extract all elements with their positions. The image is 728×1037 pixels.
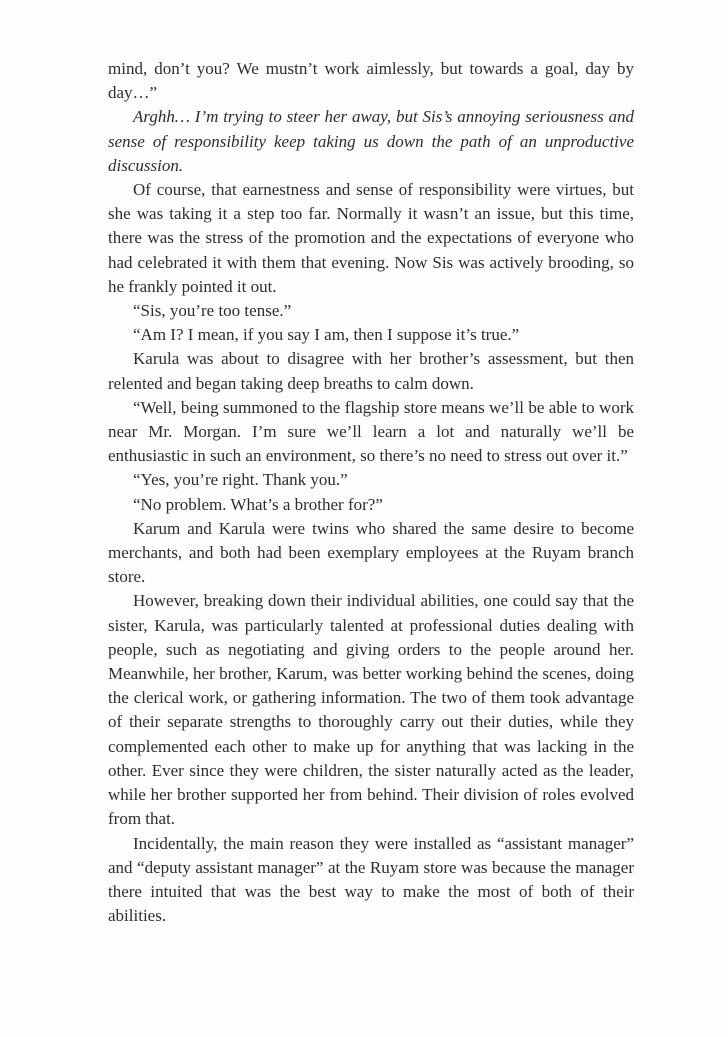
paragraph: “Yes, you’re right. Thank you.” — [133, 470, 348, 490]
paragraph: Karula was about to disagree with her brother’s assessment, but then relented and began taking deep breaths to calm down. — [108, 349, 634, 393]
paragraph: “Am I? I mean, if you say I am, then I suppose it’s true.” — [133, 325, 520, 345]
paragraph: Karum and Karula were twins who shared the same desire to become merchants, and both had been exemplary employees at the Ruyam branch store. — [108, 518, 634, 587]
paragraph: Incidentally, the main reason they were installed as “assistant manager” and “deputy assistant manager” at the Ruyam store was because the manager there intuited that was the best way to make the most of both of their abilities. — [108, 833, 634, 926]
paragraph: However, breaking down their individual abilities, one could say that the sister, Karula, was particularly talented at professional duties dealing with people, such as negotiating and giving orders to the people around her. Meanwhile, her brother, Karum, was better working behind the scenes, doing the clerical work, or gathering information. The two of them took advantage of their separate strengths to thoroughly carry out their duties, while they complemented each other to make up for anything that was lacking in the other. Ever since they were children, the sister naturally acted as the leader, while her brother supported her from behind. Their division of roles evolved from that. — [108, 591, 634, 829]
paragraph: Arghh… I’m trying to steer her away, but Sis’s annoying seriousness and sense of responsibility keep taking us down the path of an unproductive discussion. — [108, 107, 634, 175]
page-text-block — [108, 57, 634, 928]
paragraph: Of course, that earnestness and sense of responsibility were virtues, but she was taking it a step too far. Normally it wasn’t an issue, but this time, there was the stress of the promotion and the expectations of everyone who had celebrated it with them that evening. Now Sis was actively brooding, so he frankly pointed it out. — [108, 180, 634, 296]
paragraph: mind, don’t you? We mustn’t work aimlessly, but towards a goal, day by day…” — [108, 59, 634, 103]
paragraph: “No problem. What’s a brother for?” — [133, 494, 383, 514]
paragraph: “Sis, you’re too tense.” — [133, 301, 292, 321]
paragraph: “Well, being summoned to the flagship store means we’ll be able to work near Mr. Morgan. I’m sure we’ll learn a lot and naturally we’ll be enthusiastic in such an environment, so there’s no need to stress out over it.” — [108, 397, 634, 466]
